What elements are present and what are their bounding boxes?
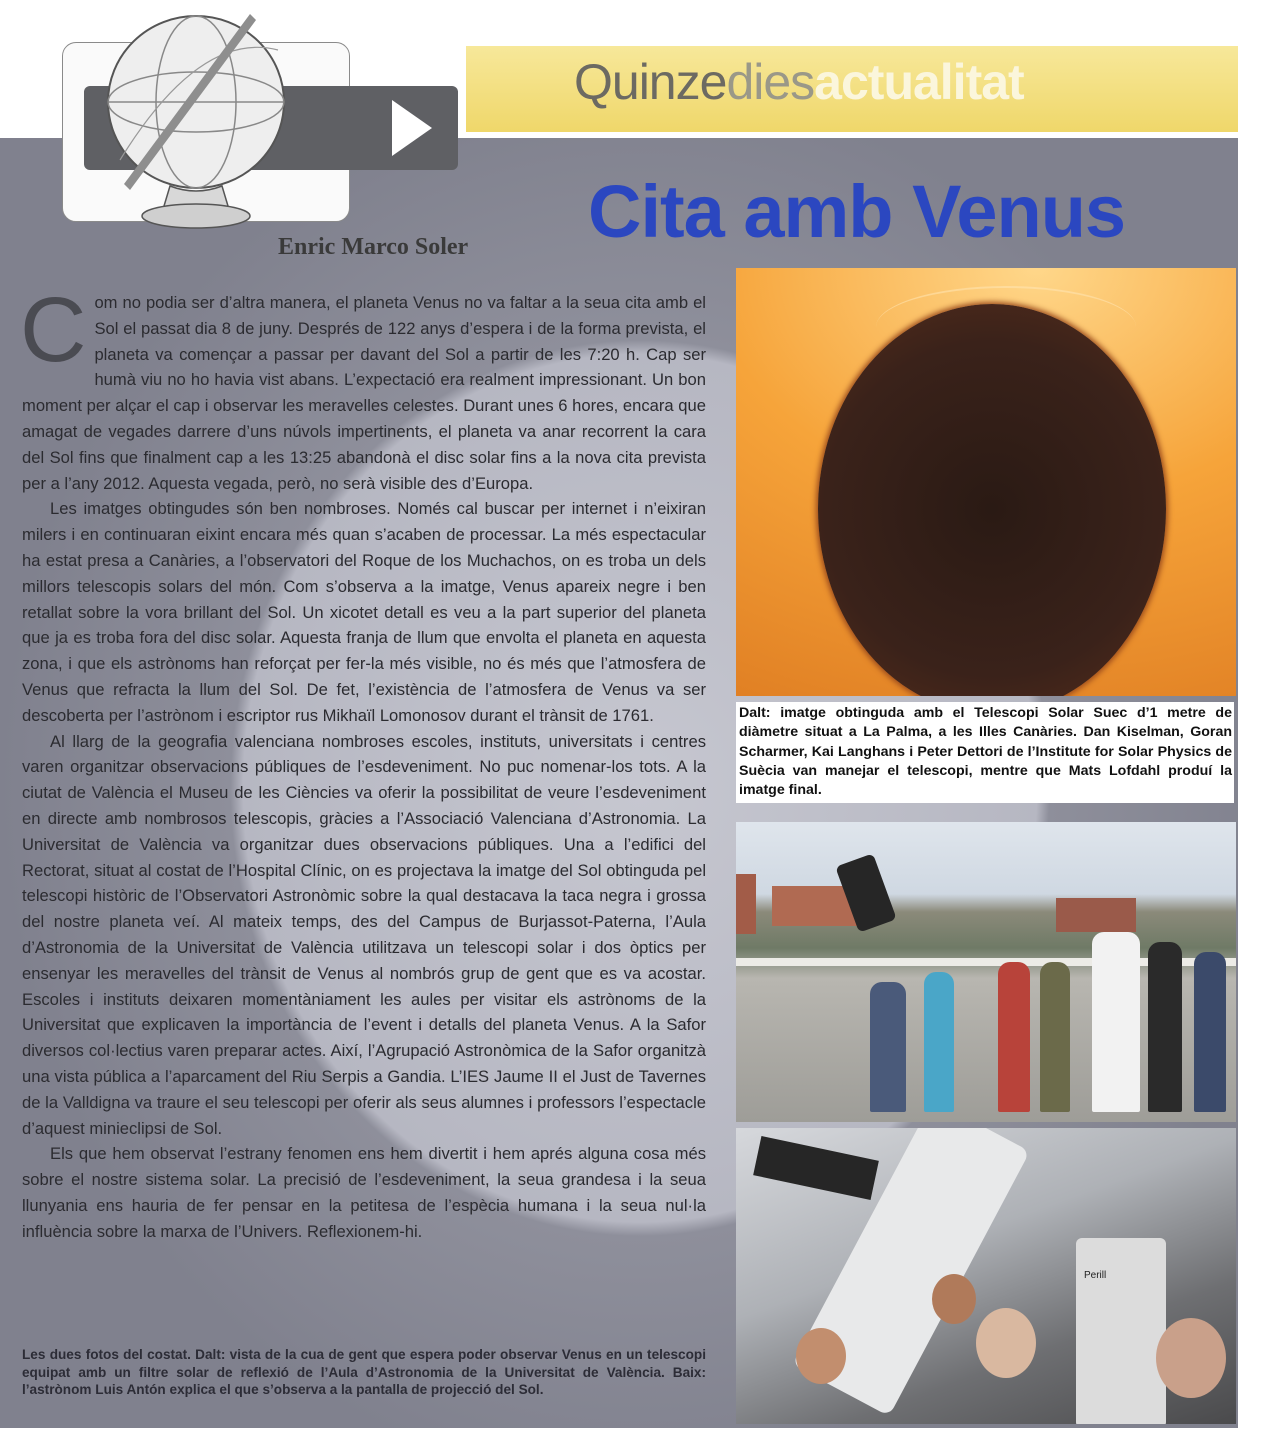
sun-photo-caption: Dalt: imatge obtinguda amb el Telescopi Solar Suec d’1 metre de diàmetre situat a La Palma, a les Illes Canàries. Dan Kiselman, Goran Scharmer, Kai Langhans i Peter Dettori de l’Institute for Solar Physics de Suècia van manejar el telescopi, mentre que Mats Lofdahl produí la imatge final. [736,702,1234,803]
paragraph-4: Els que hem observat l’estrany fenomen ens hem divertit i hem aprés alguna cosa més sobre el nostre sistema solar. La precisió de l’esdeveniment, la seua grandesa i la seua llunyania ens hauria de fer pensar en la petitesa de l’espècia humana i la seua nul·la influència sobre la marxa de l’Univers. Reflexionem-hi. [22,1144,706,1241]
projection-screen [753,1136,879,1200]
bottom-photo-caption: Les dues fotos del costat. Dalt: vista de la cua de gent que espera poder observar Venus en un telescopi equipat amb un filtre solar de reflexió de l’Aula d’Astronomia de la Universitat de València. Baix: l’astrònom Luis Antón explica el que s’observa a la pantalla de projecció del Sol. [22,1347,706,1397]
header-word-dies: dies [726,54,815,110]
article-title: Cita amb Venus [588,170,1126,253]
paragraph-1 [20,279,706,496]
person-head [932,1274,976,1324]
building [736,874,756,934]
article-author: Enric Marco Soler [278,234,469,260]
person [998,962,1030,1112]
article-body [20,279,706,1244]
person [1194,952,1226,1112]
paragraph-2: Les imatges obtingudes són ben nombroses. Només cal buscar per internet i n’eixiran milers i en continuaran eixint encara més quan s’acaben de processar. La més espectacular ha estat presa a Canàries, a l’observatori del Roque de los Muchachos, on es troba un dels millors telescopis solars del món. Com s’observa a la imatge, Venus apareix negre i ben retallat sobre la vora brillant del Sol. Un xicotet detall es veu a la part superior del planeta que ja es troba fora del disc solar. Aquesta franja de llum que envolta el planeta en aquesta zona, i que els astrònoms han reforçat per fer-la més visible, no és més que l’atmosfera de Venus que refracta la llum del Sol. De fet, l’existència de l’atmosfera de Venus va ser descoberta per l’astrònom i escriptor rus Mikhaïl Lomonosov durant el trànsit de 1761. [22,499,706,725]
section-header [574,52,1024,112]
globe-icon [100,10,300,236]
person [1040,962,1070,1112]
venus-transit-photo [736,268,1236,696]
person [1092,932,1140,1112]
venus-disc [818,304,1166,696]
person [924,972,954,1112]
telescope-pillar [1076,1238,1166,1424]
drop-cap: C [20,279,87,381]
header-word-actualitat: actualitat [814,54,1024,110]
person-head [1156,1318,1226,1398]
play-icon[interactable] [388,96,436,160]
projection-screen-photo [736,1128,1236,1424]
person [870,982,906,1112]
building [1056,898,1136,932]
paragraph-1-text: om no podia ser d’altra manera, el planeta Venus no va faltar a la seua cita amb el Sol el passat dia 8 de juny. Després de 122 anys d’espera i de la forma prevista, el planeta va començar a passar per davant del Sol a partir de les 7:20 h. Cap ser humà viu no ho havia vist abans. L’expectació era realment impressionant. Un bon moment per alçar el cap i observar les meravelles celestes. Durant unes 6 hores, encara que amagat de vegades darrere d’uns núvols impertinents, el planeta va anar recorrent la cara del Sol fins que finalment cap a les 13:25 abandonà el disc solar fins a la nova cita prevista per a l’any 2012. Aquesta vegada, però, no serà visible des d’Europa. [22,293,706,493]
person [1148,942,1182,1112]
person-head [796,1328,846,1384]
crowd-telescope-photo [736,822,1236,1122]
danger-sign: Perill [1084,1270,1107,1281]
paragraph-3: Al llarg de la geografia valenciana nombroses escoles, instituts, universitats i centres varen organitzar observacions públiques de l’esdeveniment. No puc nomenar-los tots. A la ciutat de València el Museu de les Ciències va oferir la possibilitat de veure l’esdeveniment en directe amb nombrosos telescopis, gràcies a l’Associació Valenciana d’Astronomia. La Universitat de València va organitzar dues observacions públiques. Una a l’edifici del Rectorat, situat al costat de l’Hospital Clínic, on es projectava la imatge del Sol obtinguda pel telescopi històric de l’Observatori Astronòmic sobre la qual destacava la taca negra i grossa del nostre planeta veí. Al mateix temps, des del Campus de Burjassot-Paterna, l’Aula d’Astronomia de la Universitat de València utilitzava un telescopi solar i dos òptics per ensenyar les meravelles del trànsit de Venus al nombrós grup de gent que es va acostar. Escoles i instituts deixaren momentàniament les aules per visitar els astrònoms de la Universitat que explicaven la importància de l’event i detalls del planeta Venus. A la Safor diversos col·lectius varen preparar actes. Així, l’Agrupació Astronòmica de la Safor organitzà una vista pública a l’aparcament del Riu Serpis a Gandia. L’IES Jaume II el Just de Tavernes de la Valldigna va traure el seu telescopi per oferir als seus alumnes i professors l’espectacle d’aquest minieclipsi de Sol. [22,731,706,1138]
header-word-quinze: Quinze [574,54,727,110]
video-logo[interactable] [60,10,460,240]
person-head [976,1308,1036,1378]
